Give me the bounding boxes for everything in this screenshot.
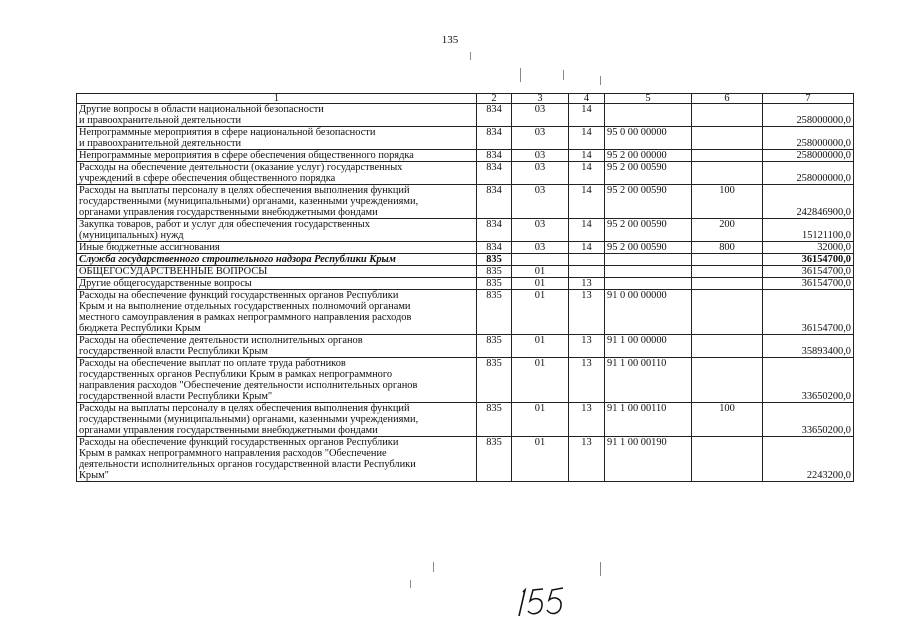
subsection-code-cell: 14 <box>569 162 605 185</box>
section-code-cell: 01 <box>512 335 569 358</box>
subsection-code-cell: 13 <box>569 290 605 335</box>
table-row <box>77 254 854 266</box>
amount-cell: 35893400,0 <box>763 335 854 358</box>
subsection-code-cell: 14 <box>569 219 605 242</box>
subsection-code-cell <box>569 266 605 278</box>
expense-name-cell: ОБЩЕГОСУДАРСТВЕННЫЕ ВОПРОСЫ <box>77 266 477 278</box>
subsection-code-cell: 14 <box>569 242 605 254</box>
section-code-cell: 03 <box>512 185 569 219</box>
section-code-cell: 03 <box>512 104 569 127</box>
table-row <box>77 335 854 358</box>
section-code-cell: 03 <box>512 150 569 162</box>
amount-cell: 258000000,0 <box>763 162 854 185</box>
scan-speck <box>470 52 471 60</box>
table-row <box>77 403 854 437</box>
expense-name-cell: Расходы на выплаты персоналу в целях обеспечения выполнения функций государственными (муниципальными) органами, казенными учреждениями, органами управления государственными внебюджетными фондами <box>77 185 477 219</box>
section-code-cell: 01 <box>512 266 569 278</box>
department-code-cell: 835 <box>477 266 512 278</box>
scan-speck <box>433 562 434 572</box>
expense-type-cell <box>692 254 763 266</box>
department-code-cell: 834 <box>477 162 512 185</box>
page-number: 135 <box>441 34 459 46</box>
table-row <box>77 150 854 162</box>
subsection-code-cell: 14 <box>569 127 605 150</box>
department-code-cell: 835 <box>477 358 512 403</box>
expense-type-cell <box>692 104 763 127</box>
column-header: 2 <box>477 94 512 104</box>
expense-name-cell: Другие общегосударственные вопросы <box>77 278 477 290</box>
budget-table-body <box>77 94 854 482</box>
subsection-code-cell: 14 <box>569 104 605 127</box>
table-row <box>77 437 854 482</box>
expense-type-cell <box>692 127 763 150</box>
expense-name-cell: Непрограммные мероприятия в сфере национальной безопасности и правоохранительной деятельности <box>77 127 477 150</box>
expense-type-cell <box>692 150 763 162</box>
department-code-cell: 834 <box>477 185 512 219</box>
amount-cell: 242846900,0 <box>763 185 854 219</box>
department-code-cell: 835 <box>477 335 512 358</box>
section-code-cell: 01 <box>512 358 569 403</box>
subsection-code-cell: 13 <box>569 437 605 482</box>
section-code-cell: 01 <box>512 403 569 437</box>
target-article-cell: 91 1 00 00110 <box>605 403 692 437</box>
table-row <box>77 127 854 150</box>
handwritten-page-number <box>513 584 567 620</box>
section-code-cell: 03 <box>512 219 569 242</box>
department-code-cell: 834 <box>477 242 512 254</box>
subsection-code-cell <box>569 254 605 266</box>
expense-name-cell: Закупка товаров, работ и услуг для обеспечения государственных (муниципальных) нужд <box>77 219 477 242</box>
amount-cell: 33650200,0 <box>763 358 854 403</box>
expense-name-cell: Иные бюджетные ассигнования <box>77 242 477 254</box>
target-article-cell: 95 2 00 00590 <box>605 185 692 219</box>
target-article-cell: 91 0 00 00000 <box>605 290 692 335</box>
table-row <box>77 358 854 403</box>
expense-name-cell: Расходы на выплаты персоналу в целях обеспечения выполнения функций государственными (муниципальными) органами, казенными учреждениями, органами управления государственными внебюджетными фондами <box>77 403 477 437</box>
amount-cell: 32000,0 <box>763 242 854 254</box>
target-article-cell: 95 2 00 00000 <box>605 150 692 162</box>
expense-name-cell: Расходы на обеспечение функций государственных органов Республики Крым в рамках непрограммного направления расходов "Обеспечение деятельности исполнительных органов государственной власти Республики Крым" <box>77 437 477 482</box>
expense-type-cell <box>692 266 763 278</box>
department-code-cell: 834 <box>477 150 512 162</box>
target-article-cell <box>605 278 692 290</box>
amount-cell: 2243200,0 <box>763 437 854 482</box>
amount-cell: 33650200,0 <box>763 403 854 437</box>
scan-speck <box>600 562 601 576</box>
subsection-code-cell: 14 <box>569 185 605 219</box>
table-row <box>77 185 854 219</box>
amount-cell: 258000000,0 <box>763 150 854 162</box>
target-article-cell <box>605 266 692 278</box>
section-code-cell: 03 <box>512 162 569 185</box>
expense-name-cell: Расходы на обеспечение выплат по оплате труда работников государственных органов Республики Крым в рамках непрограммного направления расходов "Обеспечение деятельности исполнительных органов государственной власти Республики Крым" <box>77 358 477 403</box>
expense-name-cell: Непрограммные мероприятия в сфере обеспечения общественного порядка <box>77 150 477 162</box>
column-header: 5 <box>605 94 692 104</box>
target-article-cell <box>605 104 692 127</box>
table-row <box>77 290 854 335</box>
table-row <box>77 219 854 242</box>
amount-cell: 258000000,0 <box>763 104 854 127</box>
column-header: 4 <box>569 94 605 104</box>
table-row <box>77 162 854 185</box>
amount-cell: 15121100,0 <box>763 219 854 242</box>
subsection-code-cell: 13 <box>569 358 605 403</box>
department-code-cell: 835 <box>477 278 512 290</box>
amount-cell: 258000000,0 <box>763 127 854 150</box>
department-code-cell: 835 <box>477 403 512 437</box>
scan-speck <box>520 68 521 82</box>
expense-name-cell: Служба государственного строительного надзора Республики Крым <box>77 254 477 266</box>
scan-speck <box>563 70 564 80</box>
table-row <box>77 266 854 278</box>
expense-type-cell: 100 <box>692 403 763 437</box>
column-header: 7 <box>763 94 854 104</box>
expense-type-cell <box>692 358 763 403</box>
expense-type-cell: 800 <box>692 242 763 254</box>
expense-name-cell: Другие вопросы в области национальной безопасности и правоохранительной деятельности <box>77 104 477 127</box>
section-code-cell: 03 <box>512 127 569 150</box>
column-header: 1 <box>77 94 477 104</box>
department-code-cell: 834 <box>477 104 512 127</box>
section-code-cell: 01 <box>512 437 569 482</box>
expense-name-cell: Расходы на обеспечение деятельности исполнительных органов государственной власти Республики Крым <box>77 335 477 358</box>
expense-type-cell <box>692 290 763 335</box>
amount-cell: 36154700,0 <box>763 254 854 266</box>
scan-speck <box>600 76 601 85</box>
table-header-row <box>77 94 854 104</box>
target-article-cell: 95 2 00 00590 <box>605 242 692 254</box>
expense-type-cell: 200 <box>692 219 763 242</box>
scan-speck <box>410 580 411 588</box>
expense-type-cell <box>692 278 763 290</box>
table-row <box>77 104 854 127</box>
expense-type-cell <box>692 162 763 185</box>
budget-table <box>76 93 854 482</box>
amount-cell: 36154700,0 <box>763 278 854 290</box>
column-header: 6 <box>692 94 763 104</box>
department-code-cell: 835 <box>477 437 512 482</box>
subsection-code-cell: 13 <box>569 403 605 437</box>
target-article-cell: 91 1 00 00190 <box>605 437 692 482</box>
section-code-cell <box>512 254 569 266</box>
department-code-cell: 835 <box>477 290 512 335</box>
expense-type-cell: 100 <box>692 185 763 219</box>
section-code-cell: 03 <box>512 242 569 254</box>
target-article-cell: 95 2 00 00590 <box>605 162 692 185</box>
column-header: 3 <box>512 94 569 104</box>
expense-type-cell <box>692 335 763 358</box>
expense-name-cell: Расходы на обеспечение функций государственных органов Республики Крым и на выполнение отдельных государственных полномочий органами местного самоуправления в рамках непрограммного направления расходов бюджета Республики Крым <box>77 290 477 335</box>
subsection-code-cell: 14 <box>569 150 605 162</box>
amount-cell: 36154700,0 <box>763 266 854 278</box>
expense-type-cell <box>692 437 763 482</box>
department-code-cell: 835 <box>477 254 512 266</box>
table-row <box>77 278 854 290</box>
expense-name-cell: Расходы на обеспечение деятельности (оказание услуг) государственных учреждений в сфере обеспечения общественного порядка <box>77 162 477 185</box>
subsection-code-cell: 13 <box>569 335 605 358</box>
section-code-cell: 01 <box>512 290 569 335</box>
target-article-cell: 95 0 00 00000 <box>605 127 692 150</box>
department-code-cell: 834 <box>477 219 512 242</box>
table-row <box>77 242 854 254</box>
target-article-cell <box>605 254 692 266</box>
target-article-cell: 91 1 00 00000 <box>605 335 692 358</box>
amount-cell: 36154700,0 <box>763 290 854 335</box>
target-article-cell: 91 1 00 00110 <box>605 358 692 403</box>
target-article-cell: 95 2 00 00590 <box>605 219 692 242</box>
section-code-cell: 01 <box>512 278 569 290</box>
department-code-cell: 834 <box>477 127 512 150</box>
subsection-code-cell: 13 <box>569 278 605 290</box>
